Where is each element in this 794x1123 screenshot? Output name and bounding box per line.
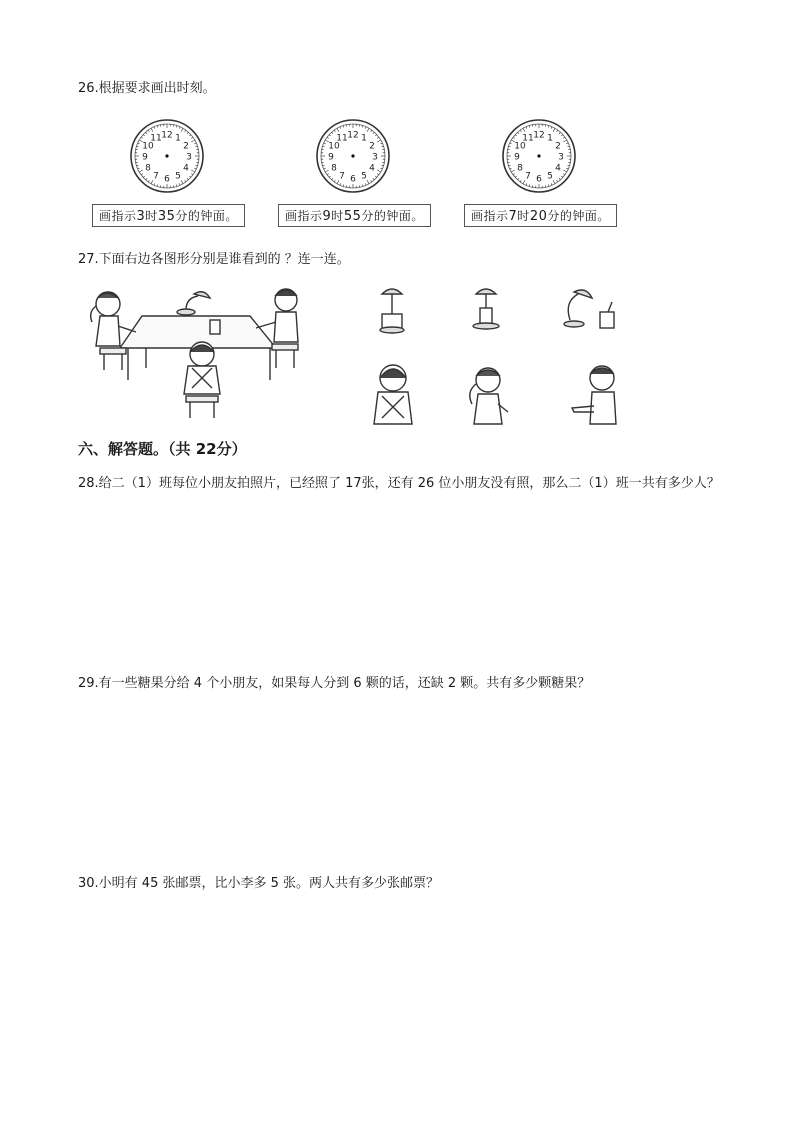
clock-caption: 画指示7时20分的钟面。 [464, 204, 617, 227]
dial-number: 8 [331, 163, 337, 174]
dial-number: 5 [361, 171, 367, 182]
dial-number: 6 [536, 174, 542, 185]
dial-number: 1 [175, 133, 181, 144]
girl-view-icon[interactable] [462, 362, 512, 426]
dial-number: 5 [175, 171, 181, 182]
section-title: 六、解答题。（共 22分） [78, 440, 247, 458]
lamp-and-cup-view-icon[interactable] [560, 286, 620, 336]
clock-item-3 [464, 116, 614, 227]
clock-item-2 [278, 116, 428, 227]
clock-face-icon[interactable] [499, 116, 579, 196]
dial-number: 10 [514, 141, 526, 152]
dial-number: 8 [145, 163, 151, 174]
dial-number: 12 [161, 130, 173, 141]
dial-number: 7 [339, 171, 345, 182]
dial-number: 1 [361, 133, 367, 144]
dial-number: 5 [547, 171, 553, 182]
lamp-front-view-icon[interactable] [372, 284, 412, 336]
dial-number: 9 [328, 152, 334, 163]
dial-number: 12 [533, 130, 545, 141]
dial-number: 11 [150, 133, 162, 144]
question-30: 30.小明有 45 张邮票，比小李多 5 张。两人共有多少张邮票？ [78, 876, 440, 891]
dial-number: 10 [142, 141, 154, 152]
dial-number: 12 [347, 130, 359, 141]
dial-number: 7 [153, 171, 159, 182]
table-scene-illustration [76, 282, 316, 422]
clock-item-1 [92, 116, 242, 227]
clock-caption: 画指示3时35分的钟面。 [92, 204, 245, 227]
clock-caption: 画指示9时55分的钟面。 [278, 204, 431, 227]
dial-number: 9 [142, 152, 148, 163]
question-28: 28.给二（1）班每位小朋友拍照片，已经照了 17张，还有 26 位小朋友没有照，那么二（1）班一共有多少人？ [78, 476, 720, 491]
question-26: 26.根据要求画出时刻。 [78, 81, 216, 96]
dial-number: 3 [186, 152, 192, 163]
dial-number: 8 [517, 163, 523, 174]
dial-number: 7 [525, 171, 531, 182]
dial-number: 4 [369, 163, 375, 174]
dial-number: 3 [372, 152, 378, 163]
lamp-side-view-icon[interactable] [466, 282, 506, 336]
boy-side-view-icon[interactable] [566, 362, 626, 426]
dial-number: 11 [522, 133, 534, 144]
dial-number: 4 [555, 163, 561, 174]
dial-number: 3 [558, 152, 564, 163]
dial-number: 11 [336, 133, 348, 144]
dial-number: 10 [328, 141, 340, 152]
question-29: 29.有一些糖果分给 4 个小朋友，如果每人分到 6 颗的话，还缺 2 颗。共有多少颗糖果？ [78, 676, 591, 691]
dial-number: 4 [183, 163, 189, 174]
dial-number: 6 [164, 174, 170, 185]
dial-number: 2 [555, 141, 561, 152]
clock-face-icon[interactable] [313, 116, 393, 196]
dial-number: 1 [547, 133, 553, 144]
question-27: 27.下面右边各图形分别是谁看到的 ？连一连。 [78, 252, 350, 267]
dial-number: 6 [350, 174, 356, 185]
dial-number: 2 [369, 141, 375, 152]
boy-back-view-icon[interactable] [370, 362, 416, 426]
clock-face-icon[interactable] [127, 116, 207, 196]
dial-number: 9 [514, 152, 520, 163]
dial-number: 2 [183, 141, 189, 152]
